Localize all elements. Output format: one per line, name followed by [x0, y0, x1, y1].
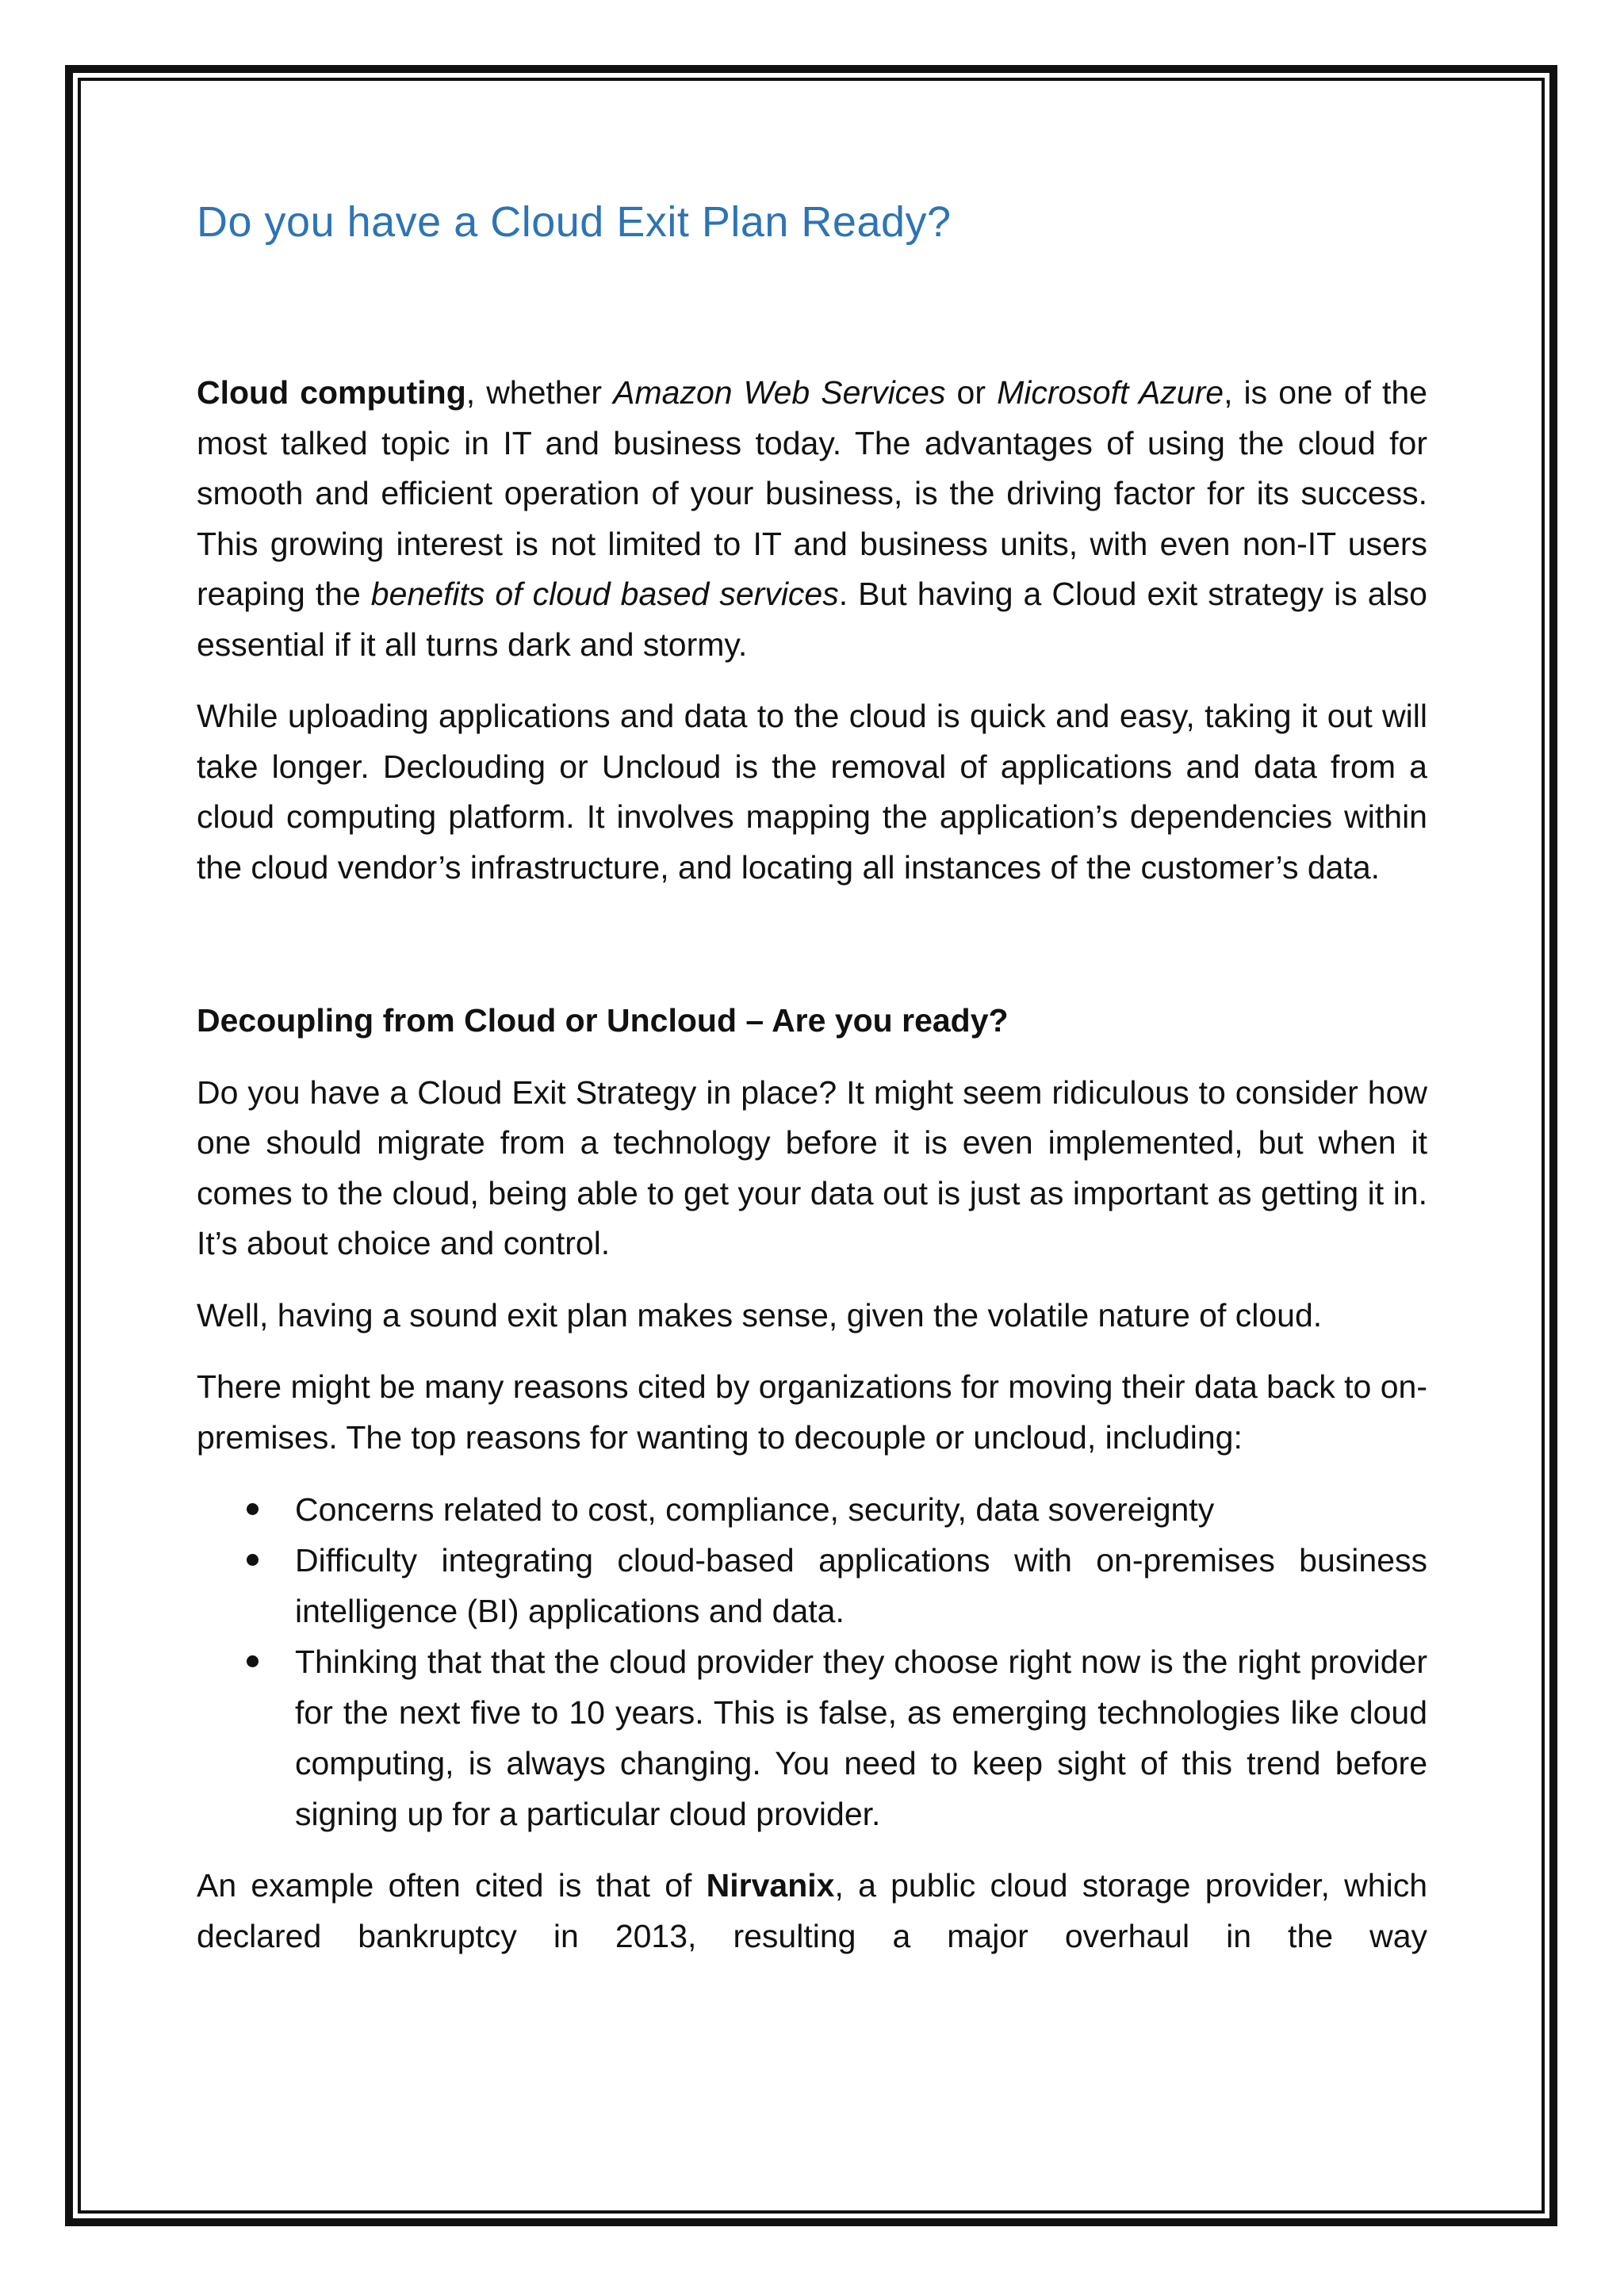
intro-paragraph — [197, 368, 1427, 670]
paragraph-nirvanix — [197, 1861, 1427, 1961]
list-item: Concerns related to cost, compliance, security, data sovereignty — [295, 1484, 1427, 1535]
list-item: Thinking that that the cloud provider they choose right now is the right provider for the next five to 10 years. This is false, as emerging technologies like cloud computing, is always changing. You need to keep sight of this trend before signing up for a particular cloud provider. — [295, 1636, 1427, 1839]
document-body — [197, 190, 1427, 1961]
paragraph-declouding: While uploading applications and data to the cloud is quick and easy, taking it out will take longer. Declouding or Uncloud is the removal of applications and data from a cloud computing platform. It involves mapping the application’s dependencies within the cloud vendor’s infrastructure, and locating all instances of the customer’s data. — [197, 698, 1427, 886]
closing-text-2: , a public cloud storage provider, which declared bankruptcy in 2013, resulting a major overhaul in the way — [197, 1867, 1427, 1954]
section-heading: Decoupling from Cloud or Uncloud – Are you ready? — [197, 1002, 1009, 1039]
closing-text-1: An example often cited is that of — [197, 1867, 707, 1904]
closing-bold-nirvanix: Nirvanix — [706, 1867, 835, 1904]
paragraph-exit-strategy: Do you have a Cloud Exit Strategy in place? It might seem ridiculous to consider how one should migrate from a technology before it is even implemented, but when it comes to the cloud, being able to get your data out is just as important as getting it in. It’s about choice and control. — [197, 1073, 1427, 1261]
reasons-list — [197, 1484, 1427, 1839]
intro-text-4: . But having a Cloud exit strategy is also essential if it all turns dark and stormy. — [197, 576, 1427, 663]
intro-benefits: benefits of cloud based services — [370, 576, 839, 612]
paragraph-reasons-intro: There might be many reasons cited by organizations for moving their data back to on-premises. The top reasons for wanting to decouple or uncloud, including: — [197, 1368, 1427, 1456]
intro-text-1: , whether — [465, 374, 614, 411]
list-item: Difficulty integrating cloud-based applications with on-premises business intelligence (BI) applications and data. — [295, 1535, 1427, 1636]
document-title: Do you have a Cloud Exit Plan Ready? — [197, 198, 952, 246]
intro-azure: Microsoft Azure — [997, 374, 1224, 411]
intro-text-3: , is one of the most talked topic in IT and business today. The advantages of using the cloud for smooth and efficient operation of your business, is the driving factor for its success. This growing interest is not limited to IT and business units, with even non-IT users reaping the — [197, 374, 1427, 612]
intro-bold-lead: Cloud computing — [197, 374, 466, 411]
paragraph-sound-exit-plan: Well, having a sound exit plan makes sense, given the volatile nature of cloud. — [197, 1296, 1323, 1334]
intro-text-2: or — [945, 374, 998, 411]
intro-aws: Amazon Web Services — [613, 374, 946, 411]
